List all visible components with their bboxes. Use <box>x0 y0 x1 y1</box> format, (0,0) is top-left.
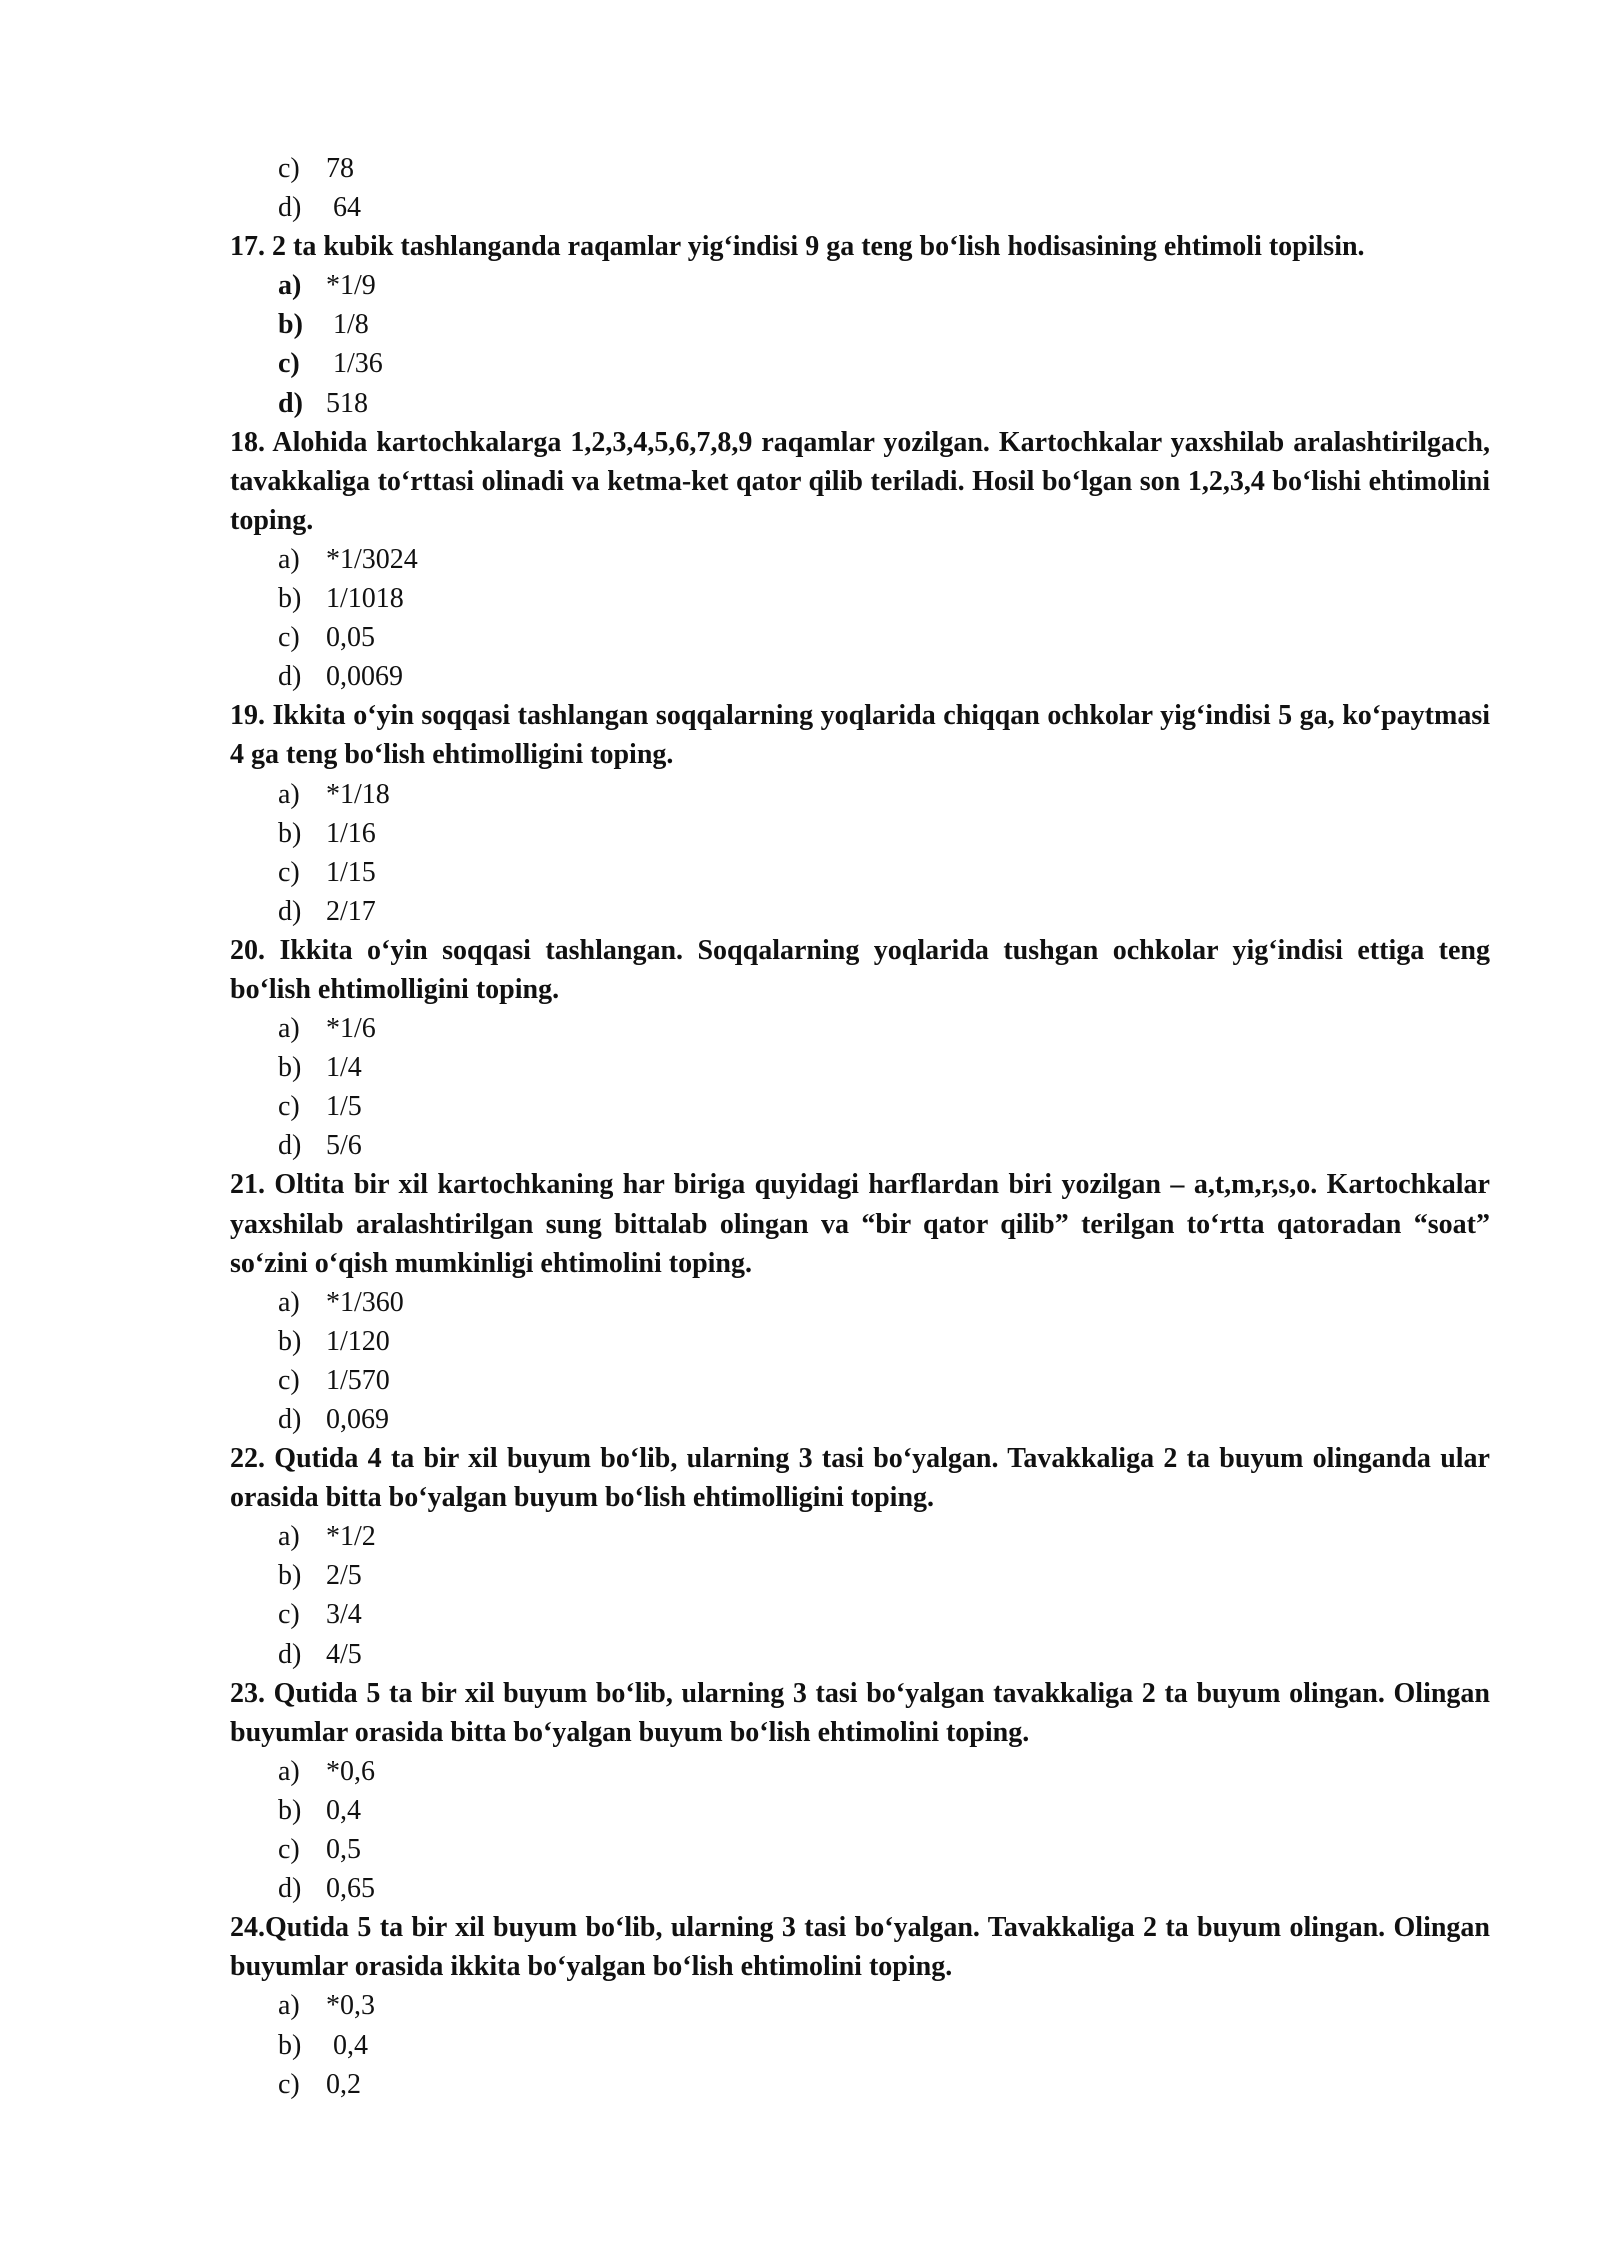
question-block <box>230 1439 1490 1674</box>
page-content <box>230 149 1490 2104</box>
option-letter: b) <box>278 1052 302 1084</box>
option-value: *1/18 <box>326 778 390 810</box>
option-letter: c) <box>278 1834 300 1866</box>
option-value: 2/17 <box>326 895 376 927</box>
option-value: *0,6 <box>326 1755 375 1787</box>
option-item <box>230 266 1490 305</box>
option-letter: d) <box>278 387 303 419</box>
option-item <box>230 344 1490 383</box>
option-value: 0,5 <box>326 1834 361 1866</box>
option-value: 2/5 <box>326 1560 362 1592</box>
option-letter: a) <box>278 1013 300 1045</box>
option-letter: b) <box>278 309 303 341</box>
option-letter: b) <box>278 1325 302 1357</box>
option-item <box>230 2065 1490 2104</box>
option-letter: c) <box>278 1599 300 1631</box>
option-letter: b) <box>278 1794 302 1826</box>
option-letter: a) <box>278 1755 300 1787</box>
option-item <box>230 579 1490 618</box>
option-value: *1/2 <box>326 1521 376 1553</box>
option-letter: d) <box>278 895 302 927</box>
question-block <box>230 696 1490 931</box>
option-letter: d) <box>278 192 302 224</box>
option-letter: c) <box>278 153 300 184</box>
question-block <box>230 423 1490 697</box>
option-letter: c) <box>278 2068 300 2100</box>
option-value: *1/6 <box>326 1013 376 1045</box>
option-letter: a) <box>278 270 302 302</box>
option-item <box>230 1361 1490 1400</box>
option-item <box>230 853 1490 892</box>
option-item <box>230 814 1490 853</box>
option-value: 5/6 <box>326 1130 362 1162</box>
option-item <box>230 1986 1490 2025</box>
option-item <box>230 1830 1490 1869</box>
option-item <box>230 1752 1490 1791</box>
option-letter: b) <box>278 817 302 849</box>
option-item <box>230 149 1490 188</box>
option-value: 1/4 <box>326 1052 362 1084</box>
option-item <box>230 1009 1490 1048</box>
question-text: 20. Ikkita o‘yin soqqasi tashlangan. Soqqalarning yoqlarida tushgan ochkolar yig‘indisi ettiga teng bo‘lish ehtimolligini toping. <box>230 934 1490 1005</box>
option-value: *0,3 <box>326 1990 375 2022</box>
option-value: 1/120 <box>326 1325 390 1357</box>
option-value: 64 <box>326 192 361 224</box>
question-block <box>230 227 1490 422</box>
question-text: 18. Alohida kartochkalarga 1,2,3,4,5,6,7,8,9 raqamlar yozilgan. Kartochkalar yaxshilab aralashtirilgach, tavakkaliga to‘rttasi olinadi va ketma-ket qator qilib teriladi. Hosil bo‘lgan son 1,2,3,4 bo‘lishi ehtimolini toping. <box>230 426 1490 536</box>
question-block <box>230 1674 1490 1909</box>
option-value: *1/9 <box>326 270 376 302</box>
option-letter: b) <box>278 583 302 615</box>
option-item <box>230 1595 1490 1634</box>
option-letter: c) <box>278 1364 300 1396</box>
question-block <box>230 931 1490 1166</box>
question-text: 21. Oltita bir xil kartochkaning har biriga quyidagi harflardan biri yozilgan – a,t,m,r,s,o. Kartochkalar yaxshilab aralashtirilgan sung bittalab olingan va “bir qator qilib” terilgan to‘rtta qatoradan “soat” so‘zini o‘qish mumkinligi ehtimolini toping. <box>230 1169 1490 1279</box>
option-value: 0,069 <box>326 1404 389 1435</box>
option-item <box>230 618 1490 657</box>
option-item <box>230 1087 1490 1126</box>
question-text: 22. Qutida 4 ta bir xil buyum bo‘lib, ularning 3 tasi bo‘yalgan. Tavakkaliga 2 ta buyum olinganda ular orasida bitta bo‘yalgan buyum bo‘lish ehtimolligini toping. <box>230 1443 1490 1514</box>
option-letter: d) <box>278 1873 302 1905</box>
option-letter: a) <box>278 778 300 810</box>
option-letter: d) <box>278 1638 302 1670</box>
option-item <box>230 384 1490 423</box>
option-value: 1/5 <box>326 1091 362 1123</box>
option-letter: a) <box>278 1286 300 1318</box>
question-text: 24.Qutida 5 ta bir xil buyum bo‘lib, ularning 3 tasi bo‘yalgan. Tavakkaliga 2 ta buyum olingan. Olingan buyumlar orasida ikkita bo‘yalgan bo‘lish ehtimolini toping. <box>230 1912 1490 1983</box>
option-item <box>230 540 1490 579</box>
option-value: 4/5 <box>326 1638 362 1670</box>
option-letter: d) <box>278 1130 302 1162</box>
option-value: 1/36 <box>326 348 383 380</box>
question-text: 17. 2 ta kubik tashlanganda raqamlar yig‘indisi 9 ga teng bo‘lish hodisasining ehtimoli topilsin. <box>230 231 1365 263</box>
option-value: 1/570 <box>326 1364 390 1396</box>
option-item <box>230 1400 1490 1439</box>
option-value: 0,65 <box>326 1873 375 1905</box>
option-letter: b) <box>278 2029 302 2061</box>
option-letter: d) <box>278 661 302 693</box>
option-item <box>230 1635 1490 1674</box>
option-letter: a) <box>278 543 300 575</box>
option-value: *1/360 <box>326 1286 404 1318</box>
question-list <box>230 227 1490 2104</box>
option-item <box>230 2026 1490 2065</box>
option-letter: b) <box>278 1560 302 1592</box>
option-value: 518 <box>326 387 368 419</box>
option-item <box>230 1556 1490 1595</box>
option-item <box>230 1048 1490 1087</box>
option-letter: a) <box>278 1990 300 2022</box>
option-letter: c) <box>278 622 300 654</box>
option-item <box>230 1791 1490 1830</box>
option-value: 1/16 <box>326 817 376 849</box>
option-item <box>230 1517 1490 1556</box>
option-value: 0,4 <box>326 2029 368 2061</box>
option-item <box>230 1869 1490 1908</box>
option-item <box>230 892 1490 931</box>
option-value: 0,2 <box>326 2068 361 2100</box>
option-value: 1/8 <box>326 309 369 341</box>
question-text: 19. Ikkita o‘yin soqqasi tashlangan soqqalarning yoqlarida chiqqan ochkolar yig‘indisi 5 ga, ko‘paytmasi 4 ga teng bo‘lish ehtimolligini toping. <box>230 700 1490 771</box>
option-letter: c) <box>278 1091 300 1123</box>
question-text: 23. Qutida 5 ta bir xil buyum bo‘lib, ularning 3 tasi bo‘yalgan tavakkaliga 2 ta buyum olingan. Olingan buyumlar orasida bitta bo‘yalgan buyum bo‘lish ehtimolini toping. <box>230 1677 1490 1748</box>
question-block <box>230 1165 1490 1439</box>
option-value: 78 <box>326 153 354 184</box>
option-letter: c) <box>278 856 300 888</box>
option-value: 3/4 <box>326 1599 362 1631</box>
option-value: 1/1018 <box>326 583 404 615</box>
option-item <box>230 657 1490 696</box>
option-item <box>230 1126 1490 1165</box>
option-item <box>230 1283 1490 1322</box>
option-item <box>230 1322 1490 1361</box>
question-block <box>230 1908 1490 2103</box>
option-value: 0,4 <box>326 1794 361 1826</box>
option-letter: d) <box>278 1404 302 1435</box>
option-value: 0,0069 <box>326 661 403 693</box>
option-letter: a) <box>278 1521 300 1553</box>
option-value: *1/3024 <box>326 543 418 575</box>
option-value: 0,05 <box>326 622 375 654</box>
option-value: 1/15 <box>326 856 376 888</box>
option-letter: c) <box>278 348 300 380</box>
option-item <box>230 305 1490 344</box>
option-item <box>230 188 1490 227</box>
option-item <box>230 775 1490 814</box>
